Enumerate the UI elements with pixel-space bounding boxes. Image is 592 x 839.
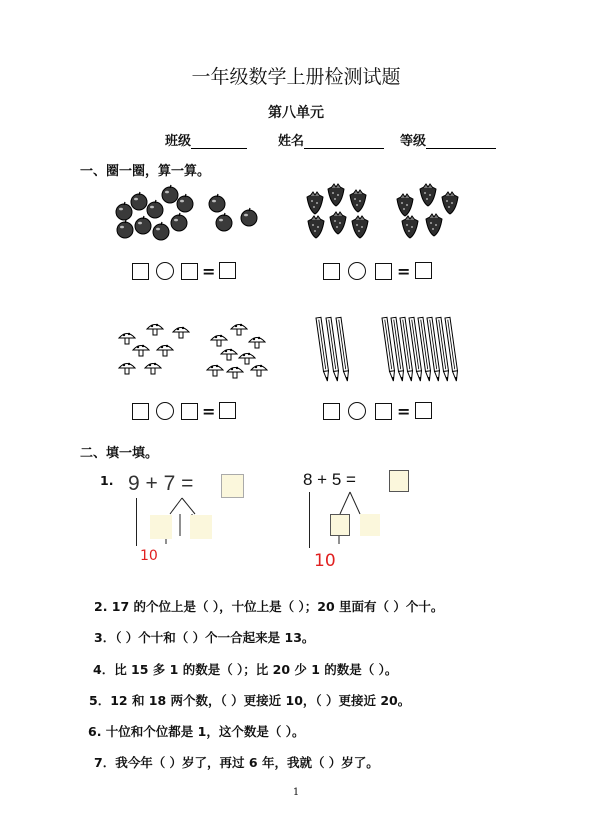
apple-icon: [216, 213, 232, 231]
answer-box[interactable]: [375, 263, 392, 280]
pencil-group-left: [316, 317, 350, 381]
mushroom-icon: [119, 333, 135, 344]
answer-box[interactable]: [323, 403, 340, 420]
pencil-group-right: [382, 317, 459, 381]
mushroom-group-right: [207, 324, 267, 378]
equals-sign: =: [202, 262, 216, 281]
apple-group-right: [209, 194, 257, 231]
apple-icon: [177, 194, 193, 212]
grade-label: 等级: [400, 134, 427, 149]
apple-icon: [131, 192, 147, 210]
strawberry-icon: [442, 192, 458, 214]
q1-number: 1.: [100, 473, 114, 488]
result-box[interactable]: [219, 402, 236, 419]
apple-icon: [135, 216, 151, 234]
operator-circle[interactable]: [348, 402, 366, 420]
result-box[interactable]: [415, 402, 432, 419]
class-field: [165, 130, 247, 149]
apple-icon: [209, 194, 225, 212]
strawberry-icon: [420, 184, 436, 206]
equation-pencils: [323, 402, 438, 422]
apple-icon: [147, 200, 163, 218]
equation-apples: [132, 262, 242, 282]
mushroom-icon: [249, 337, 265, 348]
equals-sign: =: [202, 402, 216, 421]
mushroom-icon: [119, 363, 135, 374]
class-label: 班级: [165, 134, 192, 149]
page-title: 一年级数学上册检测试题: [191, 66, 401, 88]
strawberry-icon: [397, 194, 413, 216]
q1-left-split-box-a[interactable]: [150, 515, 172, 539]
mushroom-icon: [133, 345, 149, 356]
q1-right-split-box-a[interactable]: [330, 514, 350, 536]
question-4: 4．比 15 多 1 的数是（ ）；比 20 少 1 的数是（ ）。: [93, 662, 398, 677]
q1-right-ten-label: 10: [314, 551, 336, 571]
mushroom-icon: [221, 349, 237, 360]
strawberry-icon: [426, 214, 442, 236]
strawberry-group-right: [397, 184, 458, 238]
strawberry-icon: [328, 184, 344, 206]
strawberry-icon: [330, 212, 346, 234]
grade-blank[interactable]: [426, 134, 496, 149]
answer-box[interactable]: [323, 263, 340, 280]
q1-right-result-box[interactable]: [389, 470, 409, 492]
apple-icon: [171, 213, 187, 231]
section2-heading: 二、填一填。: [80, 446, 159, 461]
apples-picture: [110, 180, 265, 242]
mushroom-icon: [227, 367, 243, 378]
name-field: [278, 130, 384, 149]
strawberries-picture: [300, 180, 470, 242]
q1-left-split-box-b[interactable]: [190, 515, 212, 539]
page-number: 1: [292, 787, 300, 798]
apple-icon: [241, 208, 257, 226]
answer-box[interactable]: [375, 403, 392, 420]
mushroom-group-left: [119, 324, 189, 374]
q1-left-ten-label: 10: [140, 548, 158, 564]
mushroom-icon: [157, 345, 173, 356]
mushrooms-picture: [108, 318, 273, 388]
q1-left-result-box[interactable]: [221, 474, 244, 498]
section1-heading: 一、圈一圈，算一算。: [80, 164, 211, 179]
answer-box[interactable]: [132, 263, 149, 280]
strawberry-icon: [402, 216, 418, 238]
mushroom-icon: [239, 353, 255, 364]
pencils-picture: [308, 314, 468, 386]
equation-mushrooms: [132, 402, 242, 422]
mushroom-icon: [231, 324, 247, 335]
result-box[interactable]: [415, 262, 432, 279]
name-label: 姓名: [278, 134, 305, 149]
q1-left-expression: 9 + 7 =: [128, 472, 194, 495]
operator-circle[interactable]: [156, 402, 174, 420]
mushroom-icon: [173, 327, 189, 338]
apple-group-left: [116, 185, 193, 240]
class-blank[interactable]: [191, 134, 247, 149]
question-3: 3．（ ）个十和（ ）个一合起来是 13。: [94, 630, 315, 645]
strawberry-icon: [352, 216, 368, 238]
mushroom-icon: [145, 363, 161, 374]
q1-left-bracket-line: [136, 498, 137, 546]
apple-icon: [117, 220, 133, 238]
apple-icon: [162, 185, 178, 203]
question-5: 5．12 和 18 两个数，（ ）更接近 10，（ ）更接近 20。: [89, 693, 411, 708]
q1-right-split-box-b[interactable]: [360, 514, 380, 536]
equals-sign: =: [397, 262, 411, 281]
equals-sign: =: [397, 402, 411, 421]
result-box[interactable]: [219, 262, 236, 279]
answer-box[interactable]: [181, 403, 198, 420]
question-6: 6. 十位和个位都是 1，这个数是（ ）。: [88, 724, 305, 739]
strawberry-icon: [308, 216, 324, 238]
mushroom-icon: [147, 324, 163, 335]
unit-title: 第八单元: [268, 105, 324, 121]
mushroom-icon: [251, 365, 267, 376]
strawberry-icon: [350, 190, 366, 212]
question-2: 2. 17 的个位上是（ ），十位上是（ ）；20 里面有（ ）个十。: [94, 599, 444, 614]
operator-circle[interactable]: [156, 262, 174, 280]
name-blank[interactable]: [304, 134, 384, 149]
mushroom-icon: [207, 365, 223, 376]
grade-field: [400, 130, 496, 149]
answer-box[interactable]: [181, 263, 198, 280]
apple-icon: [153, 222, 169, 240]
answer-box[interactable]: [132, 403, 149, 420]
q1-right-expression: 8 + 5 =: [303, 470, 356, 489]
equation-strawberries: [323, 262, 438, 282]
question-7: 7．我今年（ ）岁了，再过 6 年，我就（ ）岁了。: [94, 755, 379, 770]
mushroom-icon: [211, 335, 227, 346]
q1-right-bracket-line: [309, 492, 310, 548]
strawberry-group-left: [307, 184, 368, 238]
apple-icon: [116, 202, 132, 220]
strawberry-icon: [307, 192, 323, 214]
operator-circle[interactable]: [348, 262, 366, 280]
